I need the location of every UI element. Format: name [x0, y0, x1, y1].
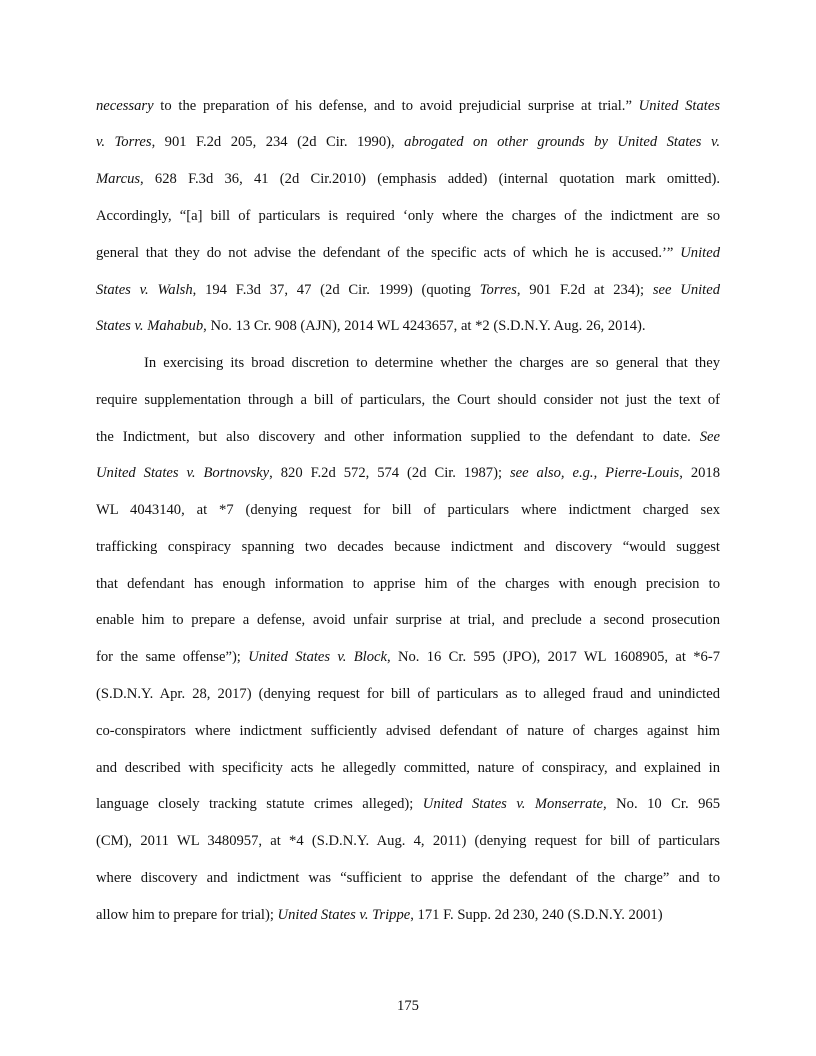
text-segment: , 628 F.3d 36, 41 (2d Cir.2010) (emphasis added) (internal quotation mark omitted).	[140, 171, 720, 187]
citation-italic-text: States v. Mahabub	[96, 318, 204, 334]
text-line	[96, 96, 720, 116]
text-segment: , 901 F.2d at 234);	[516, 282, 653, 298]
text-segment: to the preparation of his defense, and to avoid prejudicial surprise at trial.”	[153, 98, 639, 114]
text-segment: general that they do not advise the defendant of the specific acts of which he is accused.’”	[96, 245, 681, 261]
text-segment: , 194 F.3d 37, 47 (2d Cir. 1999) (quoting	[192, 282, 480, 298]
citation-italic-text: United States	[638, 98, 720, 114]
text-line	[96, 280, 720, 300]
text-line	[96, 758, 720, 778]
text-segment: co-conspirators where indictment sufficiently advised defendant of nature of charges against him	[96, 723, 720, 739]
text-segment: for the same offense”);	[96, 649, 249, 665]
text-line	[96, 169, 720, 189]
text-segment: that defendant has enough information to apprise him of the charges with enough precision to	[96, 576, 720, 592]
text-segment: , No. 10 Cr. 965	[602, 796, 720, 812]
text-segment: trafficking conspiracy spanning two decades because indictment and discovery “would suggest	[96, 539, 720, 555]
citation-italic-text: see also, e.g.	[509, 465, 594, 481]
text-line	[96, 316, 720, 336]
citation-italic-text: United States v. Trippe	[277, 907, 411, 923]
text-line	[96, 831, 720, 851]
text-segment: language closely tracking statute crimes alleged);	[96, 796, 423, 812]
text-line	[96, 500, 720, 520]
text-segment: enable him to prepare a defense, avoid unfair surprise at trial, and preclude a second prosecution	[96, 612, 720, 628]
text-segment: and described with specificity acts he allegedly committed, nature of conspiracy, and explained in	[96, 760, 720, 776]
citation-italic-text: See	[699, 429, 720, 445]
citation-italic-text: Marcus	[96, 171, 141, 187]
text-line	[96, 721, 720, 741]
text-line	[96, 905, 720, 925]
text-line	[96, 463, 720, 483]
text-segment: ,	[593, 465, 606, 481]
text-segment: , 171 F. Supp. 2d 230, 240 (S.D.N.Y. 2001)	[410, 907, 663, 923]
text-segment: require supplementation through a bill of particulars, the Court should consider not just the text of	[96, 392, 720, 408]
citation-italic-text: United	[680, 245, 720, 261]
text-segment: Accordingly, “[a] bill of particulars is required ‘only where the charges of the indictment are so	[96, 208, 720, 224]
text-line	[96, 390, 720, 410]
page-number: 175	[397, 998, 419, 1014]
text-line	[96, 794, 720, 814]
text-segment: , 901 F.2d 205, 234 (2d Cir. 1990),	[151, 134, 405, 150]
text-line	[96, 647, 720, 667]
text-line	[96, 684, 720, 704]
text-segment: WL 4043140, at *7 (denying request for bill of particulars where indictment charged sex	[96, 502, 720, 518]
citation-italic-text: see United	[652, 282, 721, 298]
text-segment: allow him to prepare for trial);	[96, 907, 278, 923]
citation-italic-text: abrogated on other grounds by United States v.	[404, 134, 720, 150]
text-line	[96, 206, 720, 226]
text-line	[96, 427, 720, 447]
text-segment: , 2018	[679, 465, 721, 481]
citation-italic-text: Torres	[479, 282, 517, 298]
text-line	[144, 353, 720, 373]
citation-italic-text: United States v. Bortnovsky	[96, 465, 270, 481]
citation-italic-text: States v. Walsh	[96, 282, 193, 298]
text-line	[96, 610, 720, 630]
text-line	[96, 537, 720, 557]
text-segment: the Indictment, but also discovery and other information supplied to the defendant to date.	[96, 429, 700, 445]
citation-italic-text: United States v. Block	[248, 649, 387, 665]
citation-italic-text: v. Torres	[96, 134, 152, 150]
citation-italic-text: United States v. Monserrate	[422, 796, 603, 812]
text-segment: , No. 16 Cr. 595 (JPO), 2017 WL 1608905, at *6-7	[386, 649, 720, 665]
text-line	[96, 132, 720, 152]
text-segment: , No. 13 Cr. 908 (AJN), 2014 WL 4243657, at *2 (S.D.N.Y. Aug. 26, 2014).	[203, 318, 646, 334]
text-segment: , 820 F.2d 572, 574 (2d Cir. 1987);	[269, 465, 510, 481]
text-segment: In exercising its broad discretion to determine whether the charges are so general that they	[144, 355, 720, 371]
text-line	[96, 243, 720, 263]
text-segment: (S.D.N.Y. Apr. 28, 2017) (denying request for bill of particulars as to alleged fraud and unindicted	[96, 686, 720, 702]
text-line	[96, 868, 720, 888]
citation-italic-text: necessary	[96, 98, 154, 114]
text-segment: (CM), 2011 WL 3480957, at *4 (S.D.N.Y. Aug. 4, 2011) (denying request for bill of particulars	[96, 833, 720, 849]
citation-italic-text: Pierre-Louis	[605, 465, 680, 481]
text-segment: where discovery and indictment was “sufficient to apprise the defendant of the charge” and to	[96, 870, 720, 886]
text-line	[96, 574, 720, 594]
